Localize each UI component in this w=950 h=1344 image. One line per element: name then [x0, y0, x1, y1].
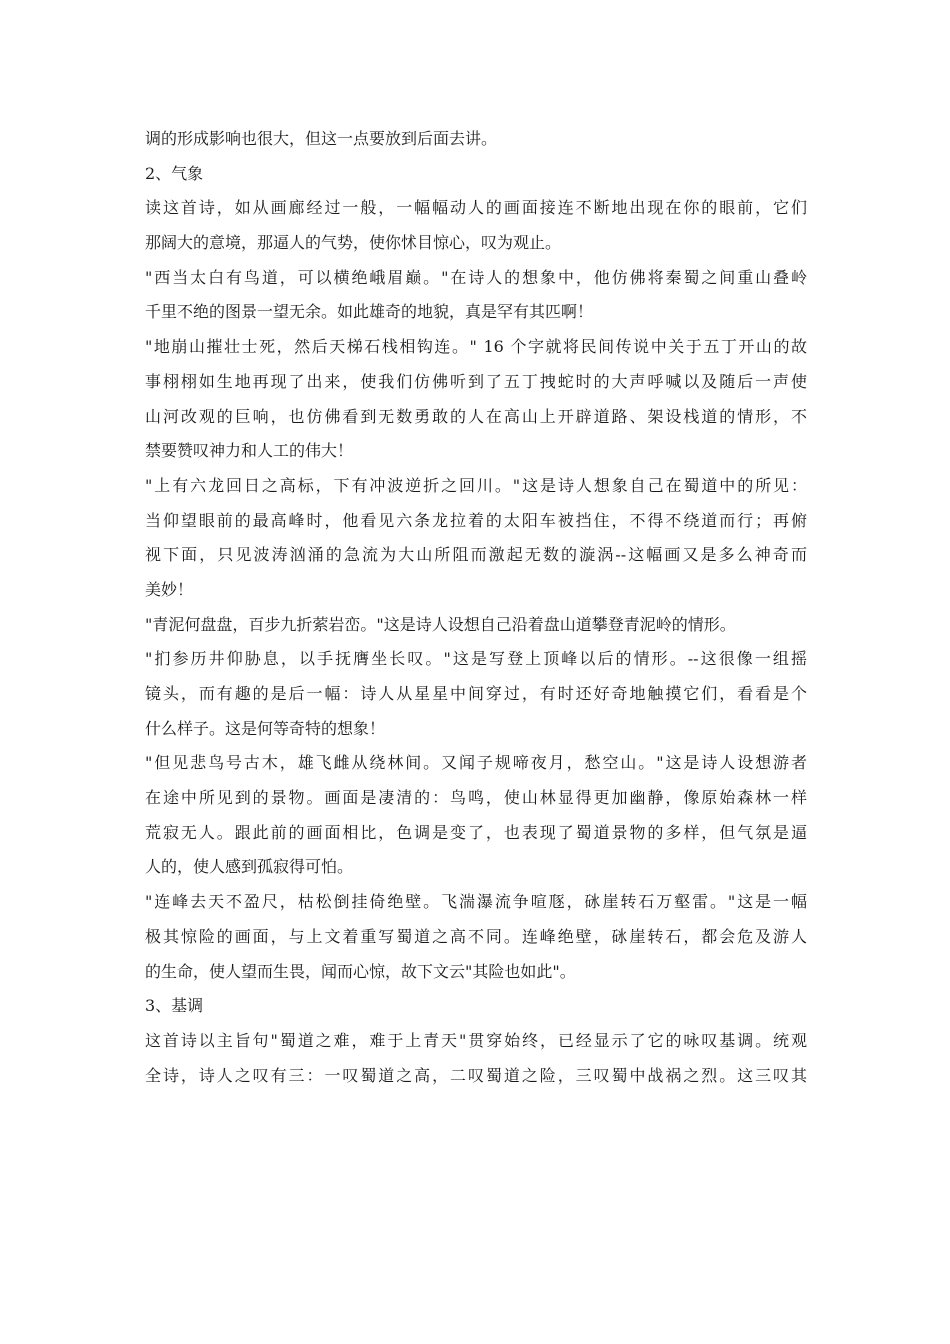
text-line: 视下面，只见波涛汹涌的急流为大山所阻而激起无数的漩涡--这幅画又是多么神奇而	[145, 545, 807, 565]
text-line: 镜头，而有趣的是后一幅：诗人从星星中间穿过，有时还好奇地触摸它们，看看是个	[145, 684, 807, 703]
text-line: 当仰望眼前的最高峰时，他看见六条龙拉着的太阳车被挡住，不得不绕道而行；再俯	[145, 510, 807, 530]
text-line: "扪参历井仰胁息，以手抚膺坐长叹。"这是写登上顶峰以后的情形。--这很像一组摇	[145, 649, 807, 669]
text-line: 2、气象	[145, 163, 204, 183]
text-line: 的生命，使人望而生畏，闻而心惊，故下文云"其险也如此"。	[145, 961, 576, 981]
text-line: 这首诗以主旨句"蜀道之难，难于上青天"贯穿始终，已经显示了它的咏叹基调。统观	[145, 1030, 807, 1050]
text-line: 人的，使人感到孤寂得可怕。	[145, 857, 354, 877]
text-line: "上有六龙回日之高标，下有冲波逆折之回川。"这是诗人想象自己在蜀道中的所见：	[145, 475, 807, 495]
text-line: "青泥何盘盘，百步九折萦岩峦。"这是诗人设想自己沿着盘山道攀登青泥岭的情形。	[145, 614, 736, 634]
text-line: 调的形成影响也很大，但这一点要放到后面去讲。	[145, 129, 498, 148]
text-line: 山河改观的巨响，也仿佛看到无数勇敢的人在高山上开辟道路、架设栈道的情形，不	[145, 406, 807, 426]
text-line: 读这首诗，如从画廊经过一般，一幅幅动人的画面接连不断地出现在你的眼前，它们	[145, 198, 807, 218]
text-line: "地崩山摧壮士死，然后天梯石栈相钩连。" 16 个字就将民间传说中关于五丁开山的故	[145, 337, 807, 357]
text-line: 那阔大的意境，那逼人的气势，使你怵目惊心，叹为观止。	[145, 233, 562, 253]
text-line: "但见悲鸟号古木，雄飞雌从绕林间。又闻子规啼夜月，愁空山。"这是诗人设想游者	[145, 753, 807, 773]
document-body	[145, 122, 807, 1093]
text-line: 美妙！	[145, 579, 194, 599]
text-line: 极其惊险的画面，与上文着重写蜀道之高不同。连峰绝壁，砯崖转石，都会危及游人	[145, 926, 807, 946]
text-line: 在途中所见到的景物。画面是凄清的：鸟鸣，使山林显得更加幽静，像原始森林一样	[145, 788, 807, 808]
text-line: 全诗，诗人之叹有三：一叹蜀道之高，二叹蜀道之险，三叹蜀中战祸之烈。这三叹其	[145, 1065, 807, 1085]
text-line: 千里不绝的图景一望无余。如此雄奇的地貌，真是罕有其匹啊！	[145, 302, 594, 322]
text-line: "西当太白有鸟道，可以横绝峨眉巅。"在诗人的想象中，他仿佛将秦蜀之间重山叠岭	[145, 267, 807, 287]
text-line: 3、基调	[145, 996, 204, 1016]
text-line: 什么样子。这是何等奇特的想象！	[145, 718, 386, 738]
text-line: 荒寂无人。跟此前的画面相比，色调是变了，也表现了蜀道景物的多样，但气氛是逼	[145, 822, 807, 842]
text-line: 事栩栩如生地再现了出来，使我们仿佛听到了五丁拽蛇时的大声呼喊以及随后一声使	[145, 371, 807, 391]
text-line: 禁要赞叹神力和人工的伟大！	[145, 441, 354, 461]
text-line: "连峰去天不盈尺，枯松倒挂倚绝壁。飞湍瀑流争喧豗，砯崖转石万壑雷。"这是一幅	[145, 892, 807, 912]
